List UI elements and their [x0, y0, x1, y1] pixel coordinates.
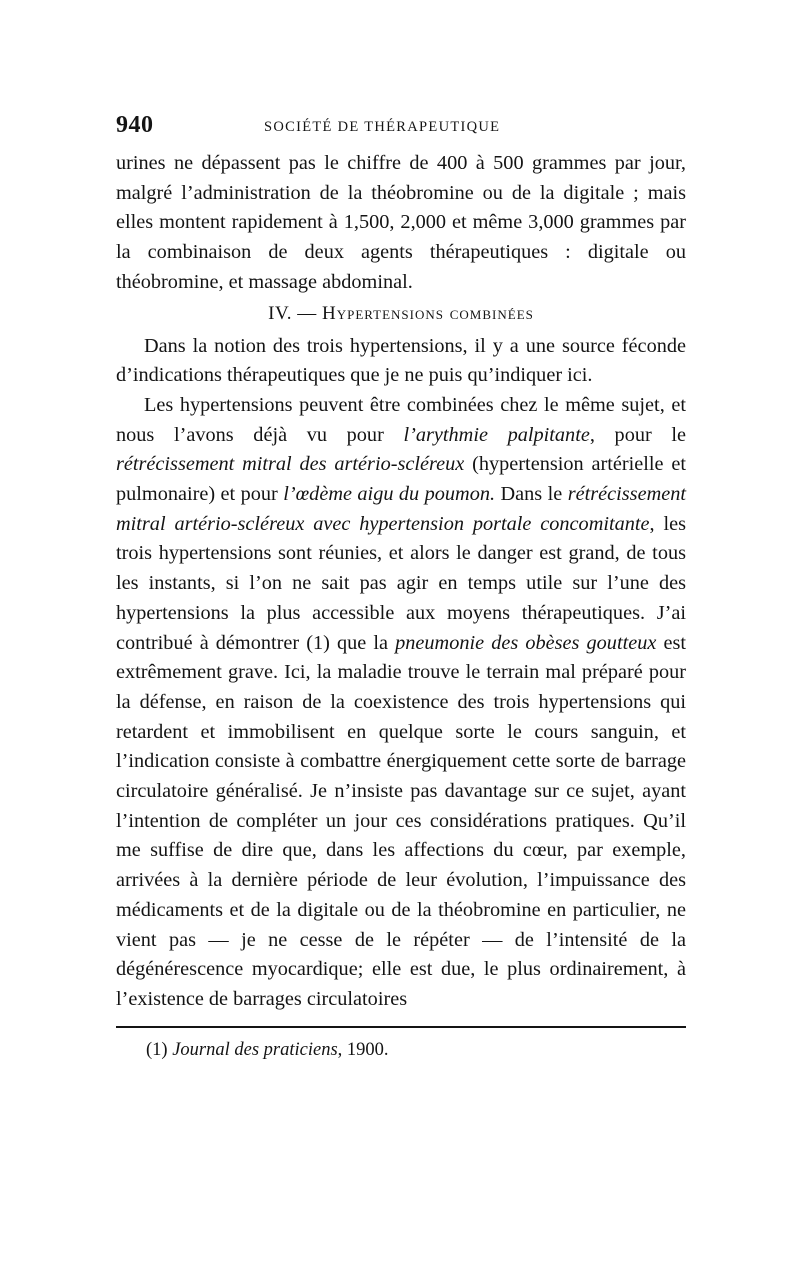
page-number: 940	[116, 112, 154, 138]
section-heading	[116, 299, 686, 329]
text-run: Dans le	[495, 483, 568, 506]
text-run: Les hypertensions peuvent être combinées chez le même sujet, et nous l’avons déjà vu pour	[116, 393, 686, 446]
italic-term: pneumonie des obèses goutteux	[395, 631, 657, 654]
italic-term: l’arythmie palpitante	[403, 423, 590, 446]
footnote-title: Journal des praticiens	[172, 1040, 338, 1060]
footnote	[146, 1037, 686, 1063]
paragraph-continued: urines ne dépassent pas le chiffre de 400 à 500 grammes par jour, malgré l’administration de la théobromine ou de la digitale ; mais elles montent rapidement à 1,500, 2,000 et même 3,000 grammes par la combinaison de deux agents thérapeutiques : digitale ou théobromine, et massage abdominal.	[116, 152, 686, 293]
body-text	[116, 149, 686, 1015]
running-head: SOCIÉTÉ DE THÉRAPEUTIQUE	[264, 119, 501, 135]
paragraph	[116, 391, 686, 1015]
text-run: est extrêmement grave. Ici, la maladie trouve le terrain mal préparé pour la défense, en raison de la coexistence des trois hypertensions qui retardent et immobilisent en quelque sorte le cours sanguin, et l’indication consiste à combattre énergiquement cette sorte de barrage circulatoire généralisé. Je n’insiste pas davantage sur ce sujet, ayant l’intention de compléter un jour ces considérations pratiques. Qu’il me suffise de dire que, dans les affections du cœur, par exemple, arrivées à la dernière période de leur évolution, l’impuissance des médicaments et de la digitale ou de la théobromine en particulier, ne vient pas — je ne cesse de le répéter — de l’intensité de la dégénérescence myocardique; elle est due, le plus ordinairement, à l’existence de barrages circulatoires	[116, 631, 686, 1010]
text-run: , pour le	[589, 423, 687, 446]
footnote-rest: , 1900.	[337, 1040, 389, 1060]
section-dash: —	[297, 302, 317, 324]
page-header	[116, 112, 686, 144]
section-title: Hypertensions combinées	[321, 302, 534, 324]
text-run: (hypertension artérielle et pulmonaire) et pour	[116, 453, 686, 506]
italic-term: rétrécissement mitral des artério-scléreux	[116, 453, 465, 476]
section-numeral: IV.	[268, 302, 292, 324]
paragraph: Dans la notion des trois hypertensions, il y a une source féconde d’indications thérapeutiques que je ne puis qu’indiquer ici.	[116, 334, 686, 387]
text-run: , les trois hypertensions sont réunies, et alors le danger est grand, de tous les instants, si l’on ne sait pas agir en temps utile sur l’une des hypertensions la plus accessible aux moyens thérapeutiques. J’ai contribué à démontrer (1) que la	[116, 512, 686, 654]
italic-term: l’œdème aigu du poumon.	[283, 483, 496, 506]
italic-term: rétrécissement mitral artério-scléreux avec hypertension portale concomitante	[116, 483, 686, 535]
footnote-marker: (1)	[146, 1040, 168, 1060]
footnote-rule	[116, 1026, 686, 1028]
